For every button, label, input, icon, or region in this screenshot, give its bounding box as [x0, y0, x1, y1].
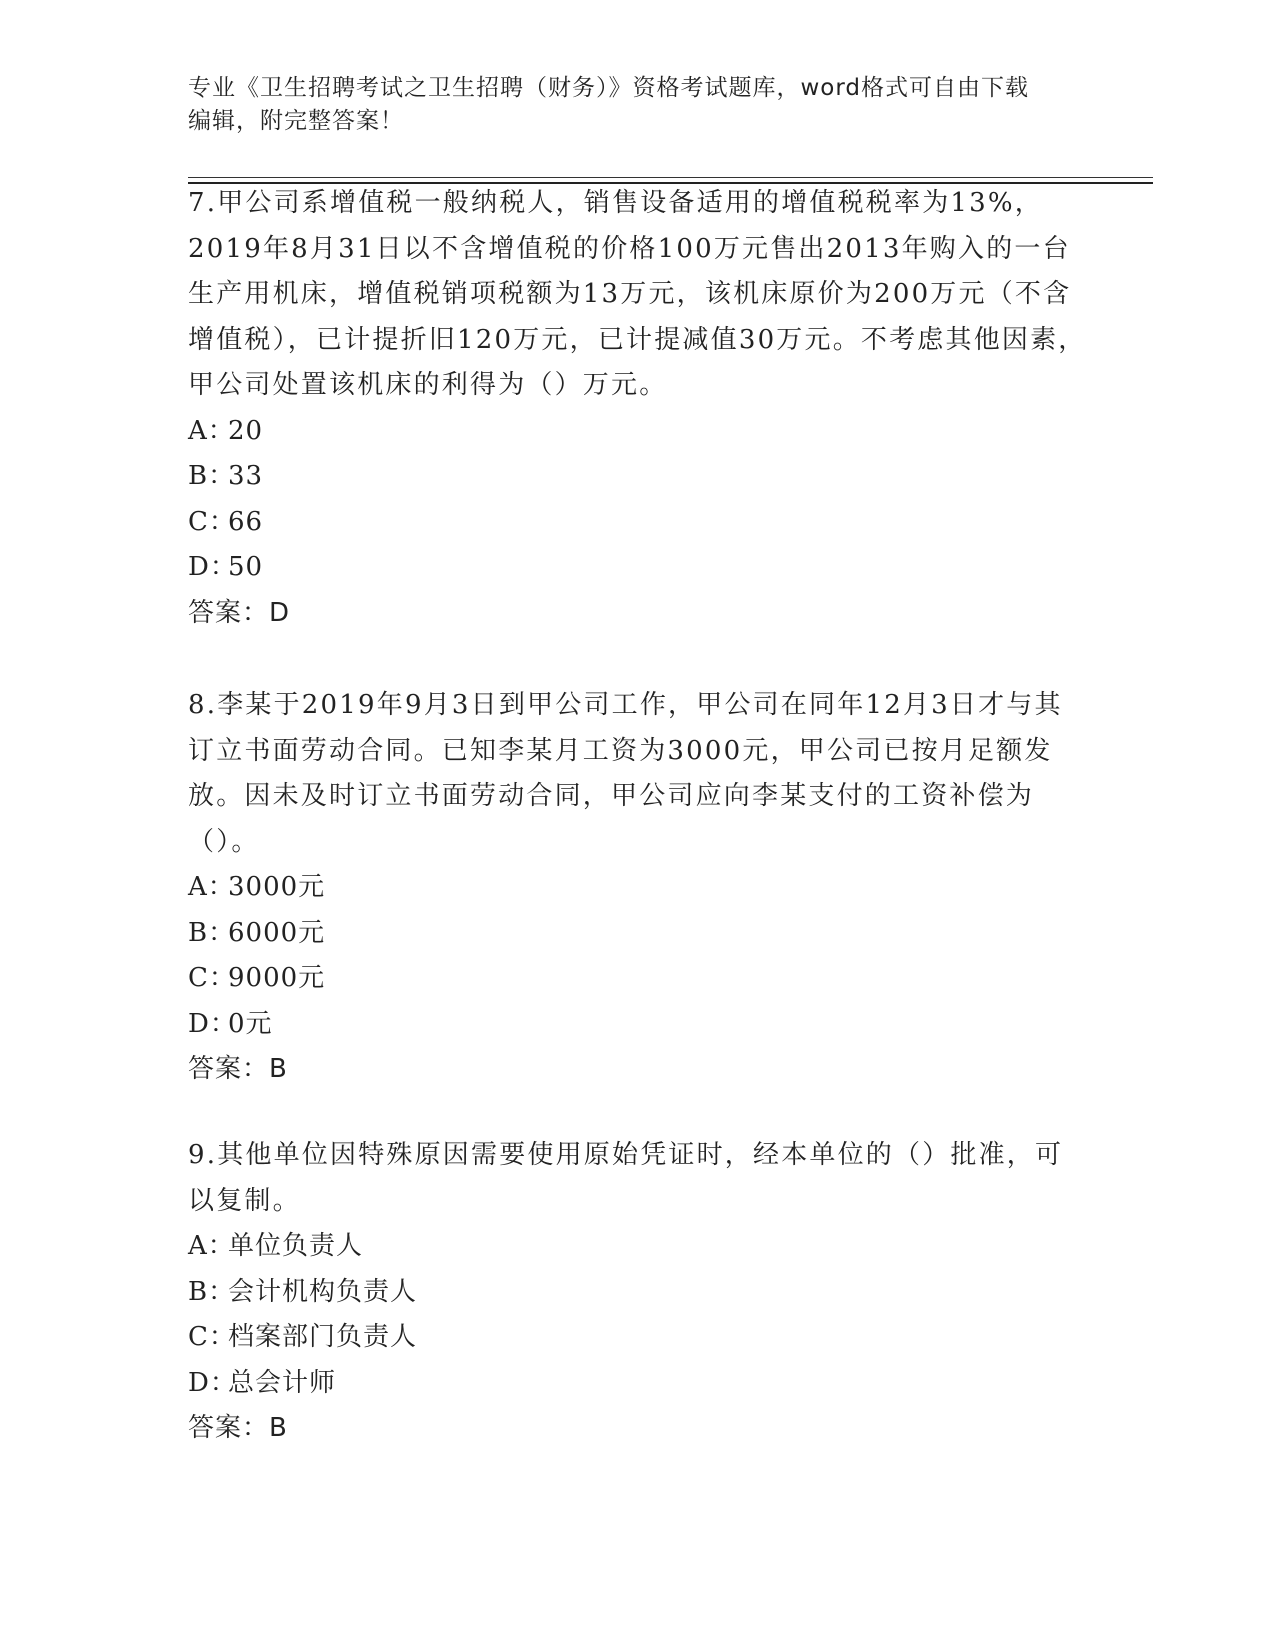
option-value: 66 [228, 506, 264, 537]
answer-line: 答案：B [188, 1054, 288, 1084]
option-value: 20 [228, 415, 264, 446]
header-rule-thin [188, 177, 1153, 178]
option-key: D： [188, 1367, 237, 1398]
option-c [188, 1315, 1088, 1361]
question-8 [188, 683, 1088, 1093]
question-text: 9.其他单位因特殊原因需要使用原始凭证时，经本单位的（）批准，可以复制。 [188, 1140, 1064, 1216]
option-a [188, 865, 1088, 911]
option-key: A： [188, 415, 235, 446]
option-value: 0元 [228, 1008, 273, 1039]
option-key: C： [188, 1322, 236, 1352]
question-text: 8.李某于2019年9月3日到甲公司工作，甲公司在同年12月3日才与其订立书面劳动合同。已知李某月工资为3000元，甲公司已按月足额发放。因未及时订立书面劳动合同，甲公司应向李某支付的工资补偿为（）。 [188, 690, 1063, 857]
question-9 [188, 1133, 1088, 1452]
option-value: 33 [228, 461, 264, 491]
option-key: D： [188, 1008, 237, 1039]
option-key: A： [188, 1231, 235, 1261]
option-key: C： [188, 506, 236, 537]
option-a [188, 409, 1088, 455]
option-value: 3000元 [228, 872, 326, 902]
option-key: B： [188, 461, 236, 491]
question-7 [188, 181, 1088, 636]
header-line-1: 专业《卫生招聘考试之卫生招聘（财务）》资格考试题库，word格式可自由下载 [188, 75, 1030, 101]
option-c [188, 500, 1088, 546]
header-line-2: 编辑，附完整答案！ [188, 108, 404, 134]
option-value: 单位负责人 [228, 1231, 364, 1261]
option-value: 档案部门负责人 [228, 1322, 418, 1352]
option-c [188, 956, 1088, 1002]
option-key: B： [188, 917, 236, 948]
option-value: 9000元 [228, 963, 326, 993]
option-d [188, 1002, 1088, 1048]
option-b [188, 454, 1088, 500]
option-key: B： [188, 1276, 236, 1307]
answer-line: 答案：B [188, 1413, 288, 1443]
option-value: 6000元 [228, 917, 326, 948]
question-text: 7.甲公司系增值税一般纳税人，销售设备适用的增值税税率为13%，2019年8月31日以不含增值税的价格100万元售出2013年购入的一台生产用机床，增值税销项税额为13万元，该机床原价为200万元（不含增值税），已计提折旧120万元，已计提减值30万元。不考虑其他因素，甲公司处置该机床的利得为（）万元。 [188, 188, 1087, 400]
option-value: 总会计师 [228, 1367, 337, 1398]
option-d [188, 545, 1088, 591]
option-d [188, 1361, 1088, 1407]
option-a [188, 1224, 1088, 1270]
option-key: C： [188, 963, 236, 993]
document-header [188, 72, 1088, 138]
option-value: 会计机构负责人 [228, 1276, 418, 1307]
option-b [188, 911, 1088, 957]
option-b [188, 1270, 1088, 1316]
answer-line: 答案：D [188, 597, 291, 628]
option-key: A： [188, 872, 235, 902]
option-value: 50 [228, 552, 264, 582]
option-key: D： [188, 552, 237, 582]
